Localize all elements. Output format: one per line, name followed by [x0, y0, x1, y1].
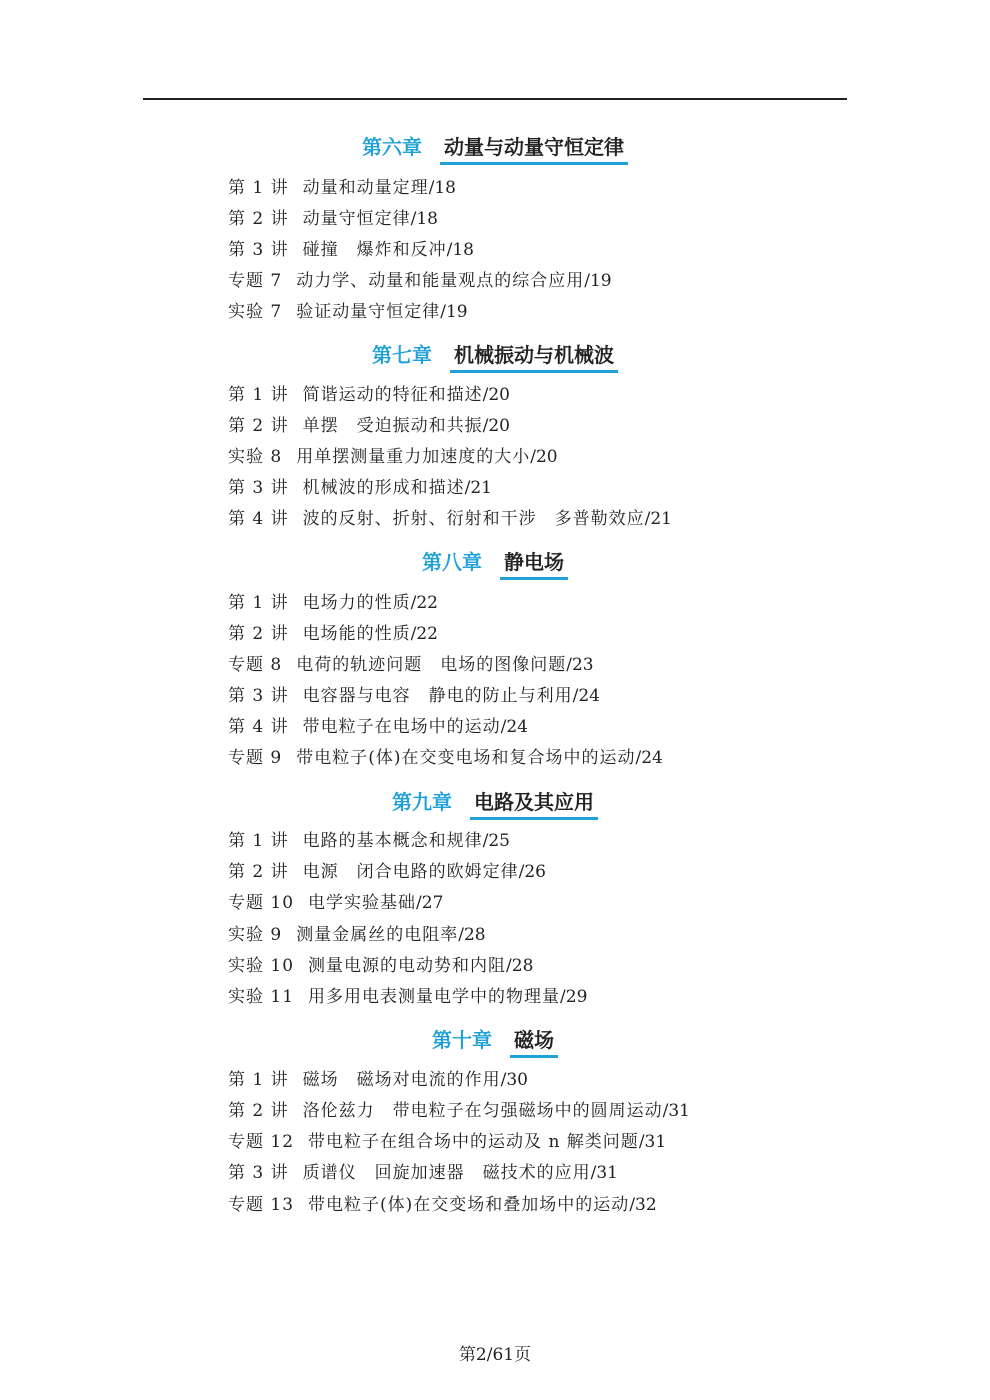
entry-title: 测量金属丝的电阻率 — [296, 925, 459, 945]
chapter-heading — [0, 342, 990, 368]
entry-label: 实验 7 — [228, 302, 283, 322]
entry-title: 质谱仪 回旋加速器 磁技术的应用 — [302, 1163, 591, 1183]
entry-page: /32 — [629, 1195, 657, 1215]
chapter-heading — [0, 549, 990, 575]
entry-page: /24 — [635, 748, 663, 768]
top-rule — [143, 98, 847, 100]
entry-title: 带电粒子在电场中的运动 — [302, 717, 501, 737]
toc-entry[interactable] — [228, 1162, 618, 1184]
entry-label: 专题 9 — [228, 748, 283, 768]
chapter-name: 动量与动量守恒定律 — [440, 134, 628, 160]
entry-page: /20 — [482, 385, 510, 405]
entry-label: 第 2 讲 — [228, 209, 289, 229]
toc-entry[interactable] — [228, 892, 443, 914]
entry-label: 第 3 讲 — [228, 478, 289, 498]
entry-title: 电场能的性质 — [302, 624, 411, 644]
entry-label: 第 3 讲 — [228, 1163, 289, 1183]
entry-title: 单摆 受迫振动和共振 — [302, 416, 483, 436]
toc-entry[interactable] — [228, 270, 612, 292]
toc-entry[interactable] — [228, 1131, 666, 1153]
entry-page: /18 — [428, 178, 456, 198]
entry-title: 测量电源的电动势和内阻 — [308, 956, 507, 976]
entry-label: 第 2 讲 — [228, 416, 289, 436]
entry-page: /26 — [518, 862, 546, 882]
entry-label: 专题 7 — [228, 271, 283, 291]
entry-title: 带电粒子(体)在交变电场和复合场中的运动 — [296, 748, 636, 768]
entry-page: /19 — [584, 271, 612, 291]
entry-title: 带电粒子(体)在交变场和叠加场中的运动 — [308, 1195, 630, 1215]
entry-title: 碰撞 爆炸和反冲 — [302, 240, 447, 260]
entry-label: 第 3 讲 — [228, 240, 289, 260]
chapter-heading — [0, 789, 990, 815]
chapter-name: 静电场 — [500, 549, 568, 575]
entry-title: 简谐运动的特征和描述 — [302, 385, 483, 405]
chapter-name: 机械振动与机械波 — [450, 342, 618, 368]
chapter-heading — [0, 134, 990, 160]
toc-entry[interactable] — [228, 654, 594, 676]
entry-label: 专题 12 — [228, 1132, 295, 1152]
chapter-number: 第十章 — [432, 1028, 492, 1052]
entry-label: 实验 8 — [228, 447, 283, 467]
chapter-name: 电路及其应用 — [470, 789, 598, 815]
entry-title: 洛伦兹力 带电粒子在匀强磁场中的圆周运动 — [302, 1101, 663, 1121]
entry-page: /31 — [662, 1101, 690, 1121]
toc-entry[interactable] — [228, 384, 510, 406]
entry-page: /18 — [410, 209, 438, 229]
entry-page: /21 — [464, 478, 492, 498]
chapter-number: 第七章 — [372, 343, 432, 367]
entry-page: /30 — [500, 1070, 528, 1090]
entry-page: /29 — [560, 987, 588, 1007]
toc-entry[interactable] — [228, 861, 546, 883]
entry-label: 专题 13 — [228, 1195, 295, 1215]
toc-entry[interactable] — [228, 508, 672, 530]
toc-entry[interactable] — [228, 239, 474, 261]
entry-page: /22 — [410, 593, 438, 613]
toc-entry[interactable] — [228, 208, 438, 230]
entry-label: 专题 8 — [228, 655, 283, 675]
toc-entry[interactable] — [228, 1100, 690, 1122]
chapter-heading — [0, 1027, 990, 1053]
toc-entry[interactable] — [228, 716, 528, 738]
entry-title: 电场力的性质 — [302, 593, 411, 613]
entry-title: 带电粒子在组合场中的运动及 n 解类问题 — [308, 1132, 639, 1152]
toc-entry[interactable] — [228, 747, 663, 769]
entry-page: /31 — [638, 1132, 667, 1152]
chapter-number: 第八章 — [422, 550, 482, 574]
toc-entry[interactable] — [228, 477, 492, 499]
entry-title: 电学实验基础 — [308, 893, 417, 913]
entry-page: /24 — [500, 717, 528, 737]
toc-entry[interactable] — [228, 446, 558, 468]
entry-label: 第 1 讲 — [228, 1070, 289, 1090]
toc-entry[interactable] — [228, 955, 533, 977]
entry-label: 实验 9 — [228, 925, 283, 945]
page-number: 第2/61页 — [458, 1345, 532, 1365]
entry-label: 第 1 讲 — [228, 385, 289, 405]
toc-entry[interactable] — [228, 1194, 657, 1216]
entry-title: 机械波的形成和描述 — [302, 478, 465, 498]
entry-page: /28 — [506, 956, 534, 976]
entry-page: /27 — [416, 893, 444, 913]
entry-label: 实验 11 — [228, 987, 295, 1007]
entry-title: 电路的基本概念和规律 — [302, 831, 483, 851]
entry-page: /19 — [440, 302, 468, 322]
entry-page: /18 — [446, 240, 474, 260]
entry-page: /22 — [410, 624, 438, 644]
toc-entry[interactable] — [228, 592, 438, 614]
entry-title: 用单摆测量重力加速度的大小 — [296, 447, 531, 467]
entry-title: 磁场 磁场对电流的作用 — [302, 1070, 501, 1090]
entry-title: 电容器与电容 静电的防止与利用 — [302, 686, 573, 706]
entry-title: 电荷的轨迹问题 电场的图像问题 — [296, 655, 567, 675]
chapter-name: 磁场 — [510, 1027, 558, 1053]
entry-title: 用多用电表测量电学中的物理量 — [308, 987, 561, 1007]
toc-entry[interactable] — [228, 830, 510, 852]
entry-label: 专题 10 — [228, 893, 295, 913]
entry-title: 波的反射、折射、衍射和干涉 多普勒效应 — [302, 509, 645, 529]
entry-label: 第 2 讲 — [228, 1101, 289, 1121]
toc-entry[interactable] — [228, 924, 486, 946]
toc-entry[interactable] — [228, 1069, 528, 1091]
entry-title: 电源 闭合电路的欧姆定律 — [302, 862, 519, 882]
entry-page: /24 — [572, 686, 600, 706]
entry-label: 第 4 讲 — [228, 717, 289, 737]
entry-title: 动力学、动量和能量观点的综合应用 — [296, 271, 585, 291]
entry-title: 动量和动量定理 — [302, 178, 429, 198]
chapter-number: 第六章 — [362, 135, 422, 159]
entry-page: /21 — [644, 509, 672, 529]
entry-label: 第 1 讲 — [228, 178, 289, 198]
entry-page: /25 — [482, 831, 510, 851]
entry-label: 第 3 讲 — [228, 686, 289, 706]
entry-label: 第 1 讲 — [228, 593, 289, 613]
toc-entry[interactable] — [228, 177, 456, 199]
entry-page: /20 — [530, 447, 558, 467]
toc-entry[interactable] — [228, 685, 600, 707]
entry-label: 第 2 讲 — [228, 624, 289, 644]
chapter-number: 第九章 — [392, 790, 452, 814]
entry-label: 第 4 讲 — [228, 509, 289, 529]
entry-label: 第 2 讲 — [228, 862, 289, 882]
toc-entry[interactable] — [228, 415, 510, 437]
toc-entry[interactable] — [228, 986, 587, 1008]
entry-label: 第 1 讲 — [228, 831, 289, 851]
toc-entry[interactable] — [228, 623, 438, 645]
entry-page: /20 — [482, 416, 510, 436]
entry-label: 实验 10 — [228, 956, 295, 976]
toc-entry[interactable] — [228, 301, 468, 323]
entry-title: 动量守恒定律 — [302, 209, 411, 229]
entry-page: /28 — [458, 925, 486, 945]
entry-page: /31 — [590, 1163, 618, 1183]
entry-page: /23 — [566, 655, 594, 675]
entry-title: 验证动量守恒定律 — [296, 302, 441, 322]
